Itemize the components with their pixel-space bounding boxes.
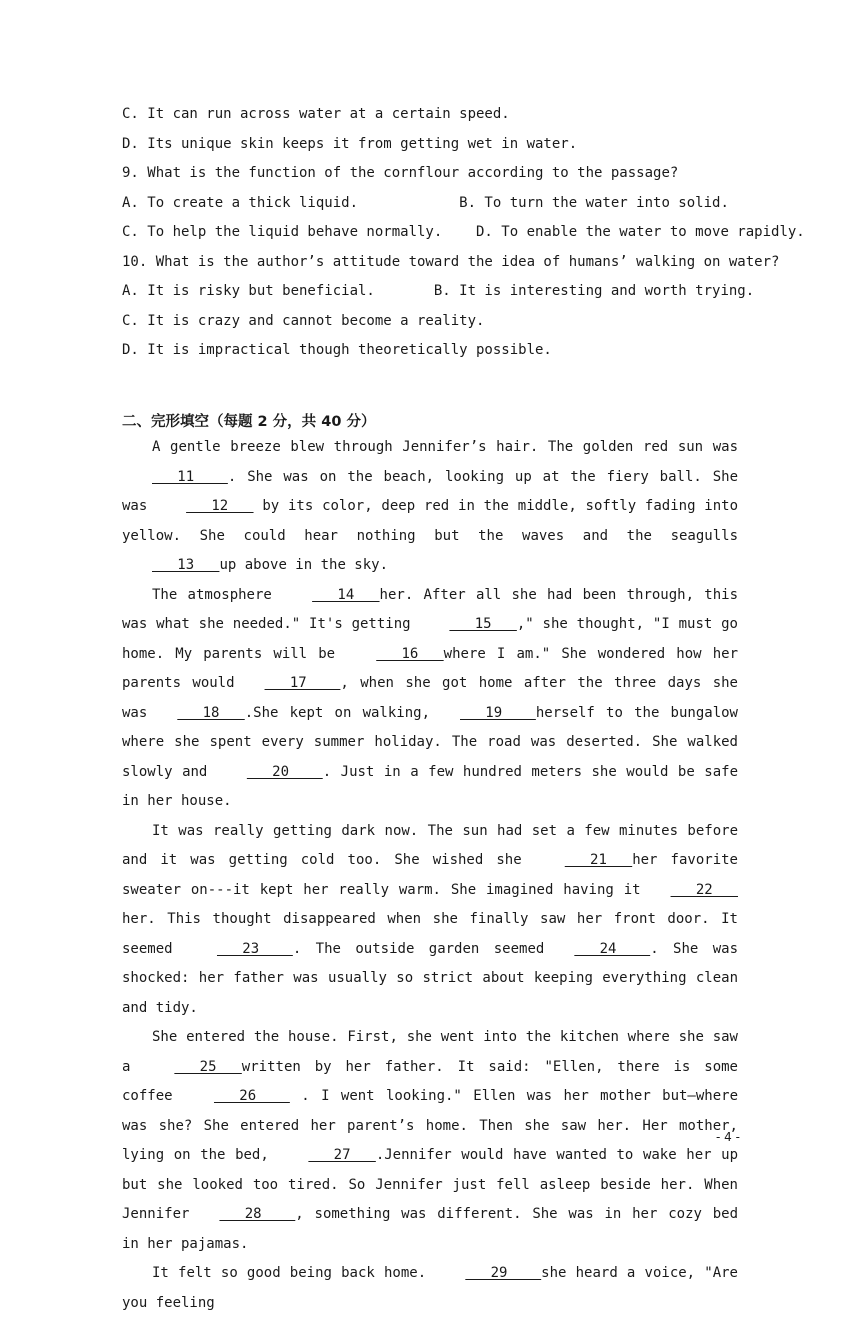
section-title: 二、完形填空（每题 2 分，共 40 分） [122,414,376,430]
blank-11[interactable]: 11 [152,468,228,485]
passage-text: . The outside garden seemed [292,940,545,957]
passage-text: by its color, deep red in the middle, softly fading into yellow. She could hear nothing but the waves and the seagulls [122,498,739,544]
blank-26[interactable]: 26 [213,1088,290,1104]
option-8d: D. Its unique skin keeps it from getting wet in water. [122,136,578,152]
cloze-passage [122,433,738,1318]
passage-text: herself to the bungalow where she spent every summer holiday. The road was deserted. She walked slowly and [122,704,738,780]
blank-18[interactable]: 18 [177,704,245,721]
passage-text: written by her father. It said: "Ellen, there is some coffee [122,1058,738,1104]
passage-text: A gentle breeze blew through Jennifer’s hair. The golden red sun was [152,439,738,455]
blank-14[interactable]: 14 [312,586,380,603]
passage-text: , something was different. She was in her cozy bed in her pajamas. [122,1206,738,1252]
passage-text: her. This thought disappeared when she finally saw her front door. It seemed [122,911,738,957]
paragraph-5 [122,1259,738,1318]
paragraph-2 [122,581,738,817]
question-9: 9. What is the function of the cornflour according to the passage? [122,165,679,181]
blank-23[interactable]: 23 [216,940,293,957]
option-10d: D. It is impractical though theoretically possible. [122,342,552,358]
paragraph-3 [122,817,738,1024]
passage-text: .Jennifer would have wanted to wake her up but she looked too tired. So Jennifer just fell asleep beside her. When Jennifer [122,1147,738,1222]
option-10c: C. It is crazy and cannot become a reality. [122,313,485,329]
passage-text: up above in the sky. [219,557,389,573]
blank-28[interactable]: 28 [219,1206,296,1222]
passage-text: It felt so good being back home. [152,1265,436,1281]
options-9-cd: C. To help the liquid behave normally. D. To enable the water to move rapidly. [122,224,805,240]
passage-text: her. After all she had been through, this was what she needed." It's getting [122,586,738,632]
passage-text: where I am." She wondered how her parents would [122,645,738,691]
passage-text: she heard a voice, "Are you feeling [122,1265,738,1311]
blank-17[interactable]: 17 [264,675,341,691]
passage-text: , when she got home after the three days she was [122,675,738,721]
blank-13[interactable]: 13 [152,557,220,573]
passage-text: It was really getting dark now. The sun had set a few minutes before and it was getting cold too. She wished she [122,822,738,868]
blank-15[interactable]: 15 [449,616,517,632]
passage-text: .She kept on walking, [244,704,430,721]
passage-text: her favorite sweater on---it kept her really warm. She imagined having it [122,852,738,898]
blank-21[interactable]: 21 [564,852,633,868]
option-8c: C. It can run across water at a certain speed. [122,106,510,122]
paragraph-1 [122,433,738,581]
blank-25[interactable]: 25 [174,1058,242,1075]
passage-text: ," she thought, "I must go home. My parents will be [122,616,738,662]
page-number: - 4 - [716,1130,740,1144]
passage-text: . Just in a few hundred meters she would be safe in her house. [122,763,738,809]
passage-text: The atmosphere [152,586,283,603]
passage-text: . I went looking." Ellen was her mother but—where was she? She entered her parent’s home. Then she saw her. Her mother, lying on the bed, [122,1088,738,1163]
blank-20[interactable]: 20 [246,763,323,780]
options-10-ab: A. It is risky but beneficial. B. It is interesting and worth trying. [122,283,755,299]
passage-text: . She was shocked: her father was usually so strict about keeping everything clean and tidy. [122,940,738,1016]
blank-24[interactable]: 24 [574,940,651,957]
passage-text: . She was on the beach, looking up at the fiery ball. She was [122,468,738,514]
blank-16[interactable]: 16 [376,645,444,662]
passage-text: She entered the house. First, she went into the kitchen where she saw a [122,1029,738,1075]
blank-22[interactable]: 22 [670,881,738,898]
blank-12[interactable]: 12 [186,498,254,514]
blank-27[interactable]: 27 [308,1147,376,1163]
options-9-ab: A. To create a thick liquid. B. To turn the water into solid. [122,195,729,211]
question-10: 10. What is the author’s attitude toward the idea of humans’ walking on water? [122,254,780,270]
blank-29[interactable]: 29 [465,1265,542,1281]
blank-19[interactable]: 19 [460,704,536,721]
paragraph-4 [122,1023,738,1259]
